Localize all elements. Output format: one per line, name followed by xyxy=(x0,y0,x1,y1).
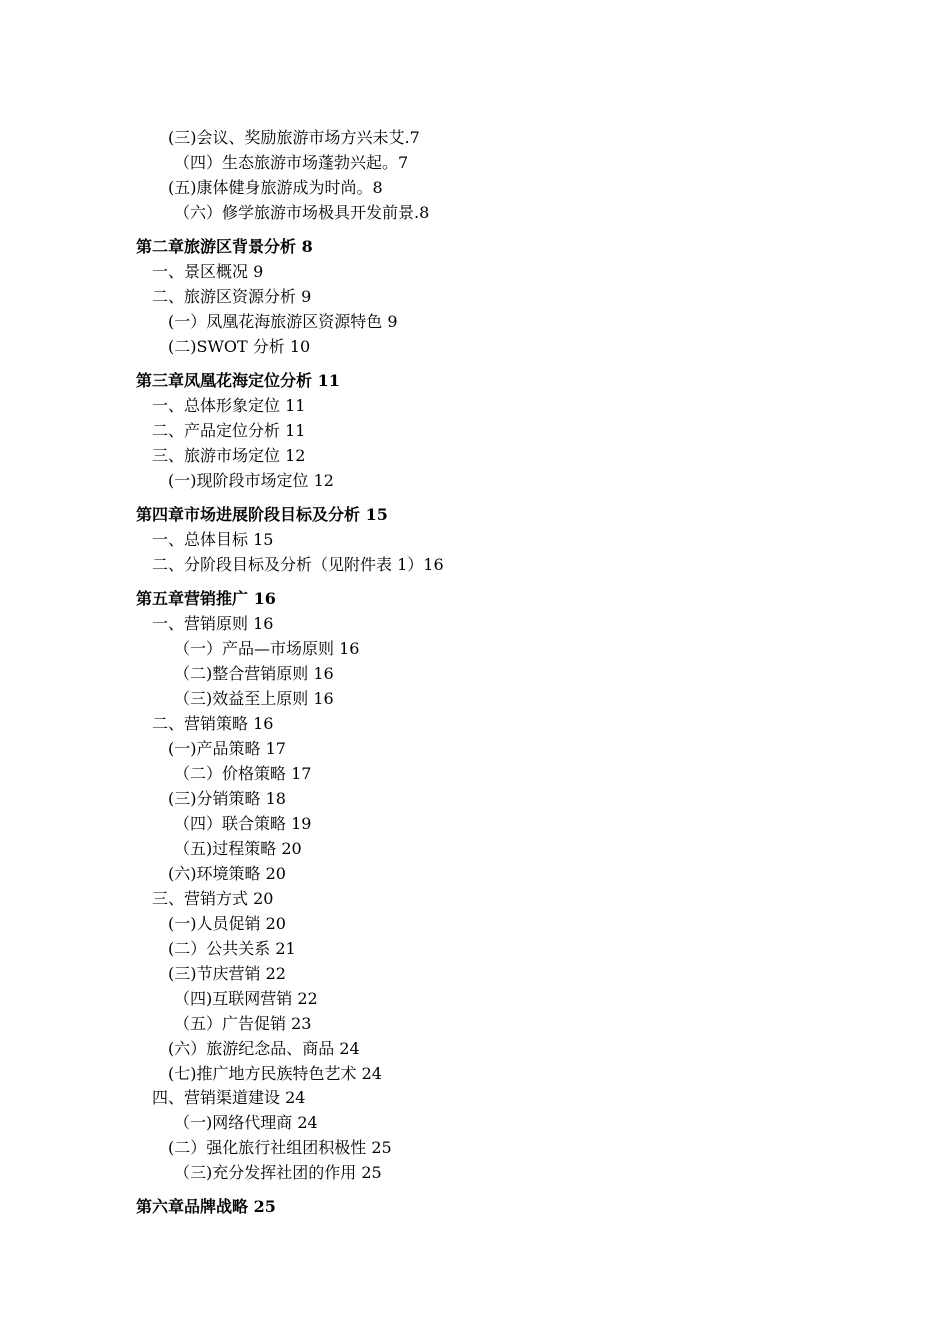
toc-entry-5-1-1: （一）产品—市场原则 16 xyxy=(174,639,360,658)
toc-chapter-5: 第五章营销推广 16 xyxy=(136,589,276,608)
toc-entry-5-4-3: （三)充分发挥社团的作用 25 xyxy=(174,1163,382,1182)
toc-entry-3-5: (五)康体健身旅游成为时尚。8 xyxy=(168,178,383,197)
toc-entry-5-3-4: （四)互联网营销 22 xyxy=(174,989,318,1008)
toc-chapter-4: 第四章市场进展阶段目标及分析 15 xyxy=(136,505,388,524)
toc-entry-5-2-2: （二）价格策略 17 xyxy=(174,764,312,783)
toc-entry-5-3-6: (六）旅游纪念品、商品 24 xyxy=(168,1039,360,1058)
toc-entry-5-2: 二、营销策略 16 xyxy=(152,714,274,733)
toc-entry-3-3: (三)会议、奖励旅游市场方兴未艾.7 xyxy=(168,128,420,147)
toc-entry-5-3: 三、营销方式 20 xyxy=(152,889,274,908)
toc-entry-3-3-1: (一)现阶段市场定位 12 xyxy=(168,471,334,490)
toc-entry-5-4-1: （一)网络代理商 24 xyxy=(174,1113,318,1132)
toc-entry-5-2-1: (一)产品策略 17 xyxy=(168,739,286,758)
toc-entry-2-2-1: (一）凤凰花海旅游区资源特色 9 xyxy=(168,312,398,331)
toc-entry-2-2-2: (二)SWOT 分析 10 xyxy=(168,337,311,356)
toc-entry-5-2-6: (六)环境策略 20 xyxy=(168,864,286,883)
toc-entry-3-1: 一、总体形象定位 11 xyxy=(152,396,306,415)
toc-entry-5-1: 一、营销原则 16 xyxy=(152,614,274,633)
toc-entry-3-6: （六）修学旅游市场极具开发前景.8 xyxy=(174,203,430,222)
toc-entry-5-3-5: （五）广告促销 23 xyxy=(174,1014,312,1033)
toc-entry-5-4-2: (二）强化旅行社组团积极性 25 xyxy=(168,1138,392,1157)
toc-entry-5-1-2: （二)整合营销原则 16 xyxy=(174,664,334,683)
toc-entry-5-2-3: (三)分销策略 18 xyxy=(168,789,286,808)
toc-entry-2-2: 二、旅游区资源分析 9 xyxy=(152,287,312,306)
toc-entry-5-3-1: (一)人员促销 20 xyxy=(168,914,286,933)
toc-entry-2-1: 一、景区概况 9 xyxy=(152,262,264,281)
toc-chapter-2: 第二章旅游区背景分析 8 xyxy=(136,237,313,256)
toc-entry-3-4: （四）生态旅游市场蓬勃兴起。7 xyxy=(174,153,409,172)
toc-entry-5-2-5: （五)过程策略 20 xyxy=(174,839,302,858)
toc-chapter-3: 第三章凤凰花海定位分析 11 xyxy=(136,371,340,390)
toc-entry-4-1: 一、总体目标 15 xyxy=(152,530,274,549)
toc-entry-5-4: 四、营销渠道建设 24 xyxy=(152,1088,306,1107)
toc-entry-3-2: 二、产品定位分析 11 xyxy=(152,421,306,440)
toc-entry-5-2-4: （四）联合策略 19 xyxy=(174,814,312,833)
toc-entry-5-3-2: (二）公共关系 21 xyxy=(168,939,296,958)
toc-entry-5-1-3: （三)效益至上原则 16 xyxy=(174,689,334,708)
toc-entry-5-3-3: (三)节庆营销 22 xyxy=(168,964,286,983)
toc-entry-5-3-7: (七)推广地方民族特色艺术 24 xyxy=(168,1064,382,1083)
toc-chapter-6: 第六章品牌战略 25 xyxy=(136,1197,276,1216)
toc-entry-3-3b: 三、旅游市场定位 12 xyxy=(152,446,306,465)
toc-entry-4-2: 二、分阶段目标及分析（见附件表 1）16 xyxy=(152,555,444,574)
